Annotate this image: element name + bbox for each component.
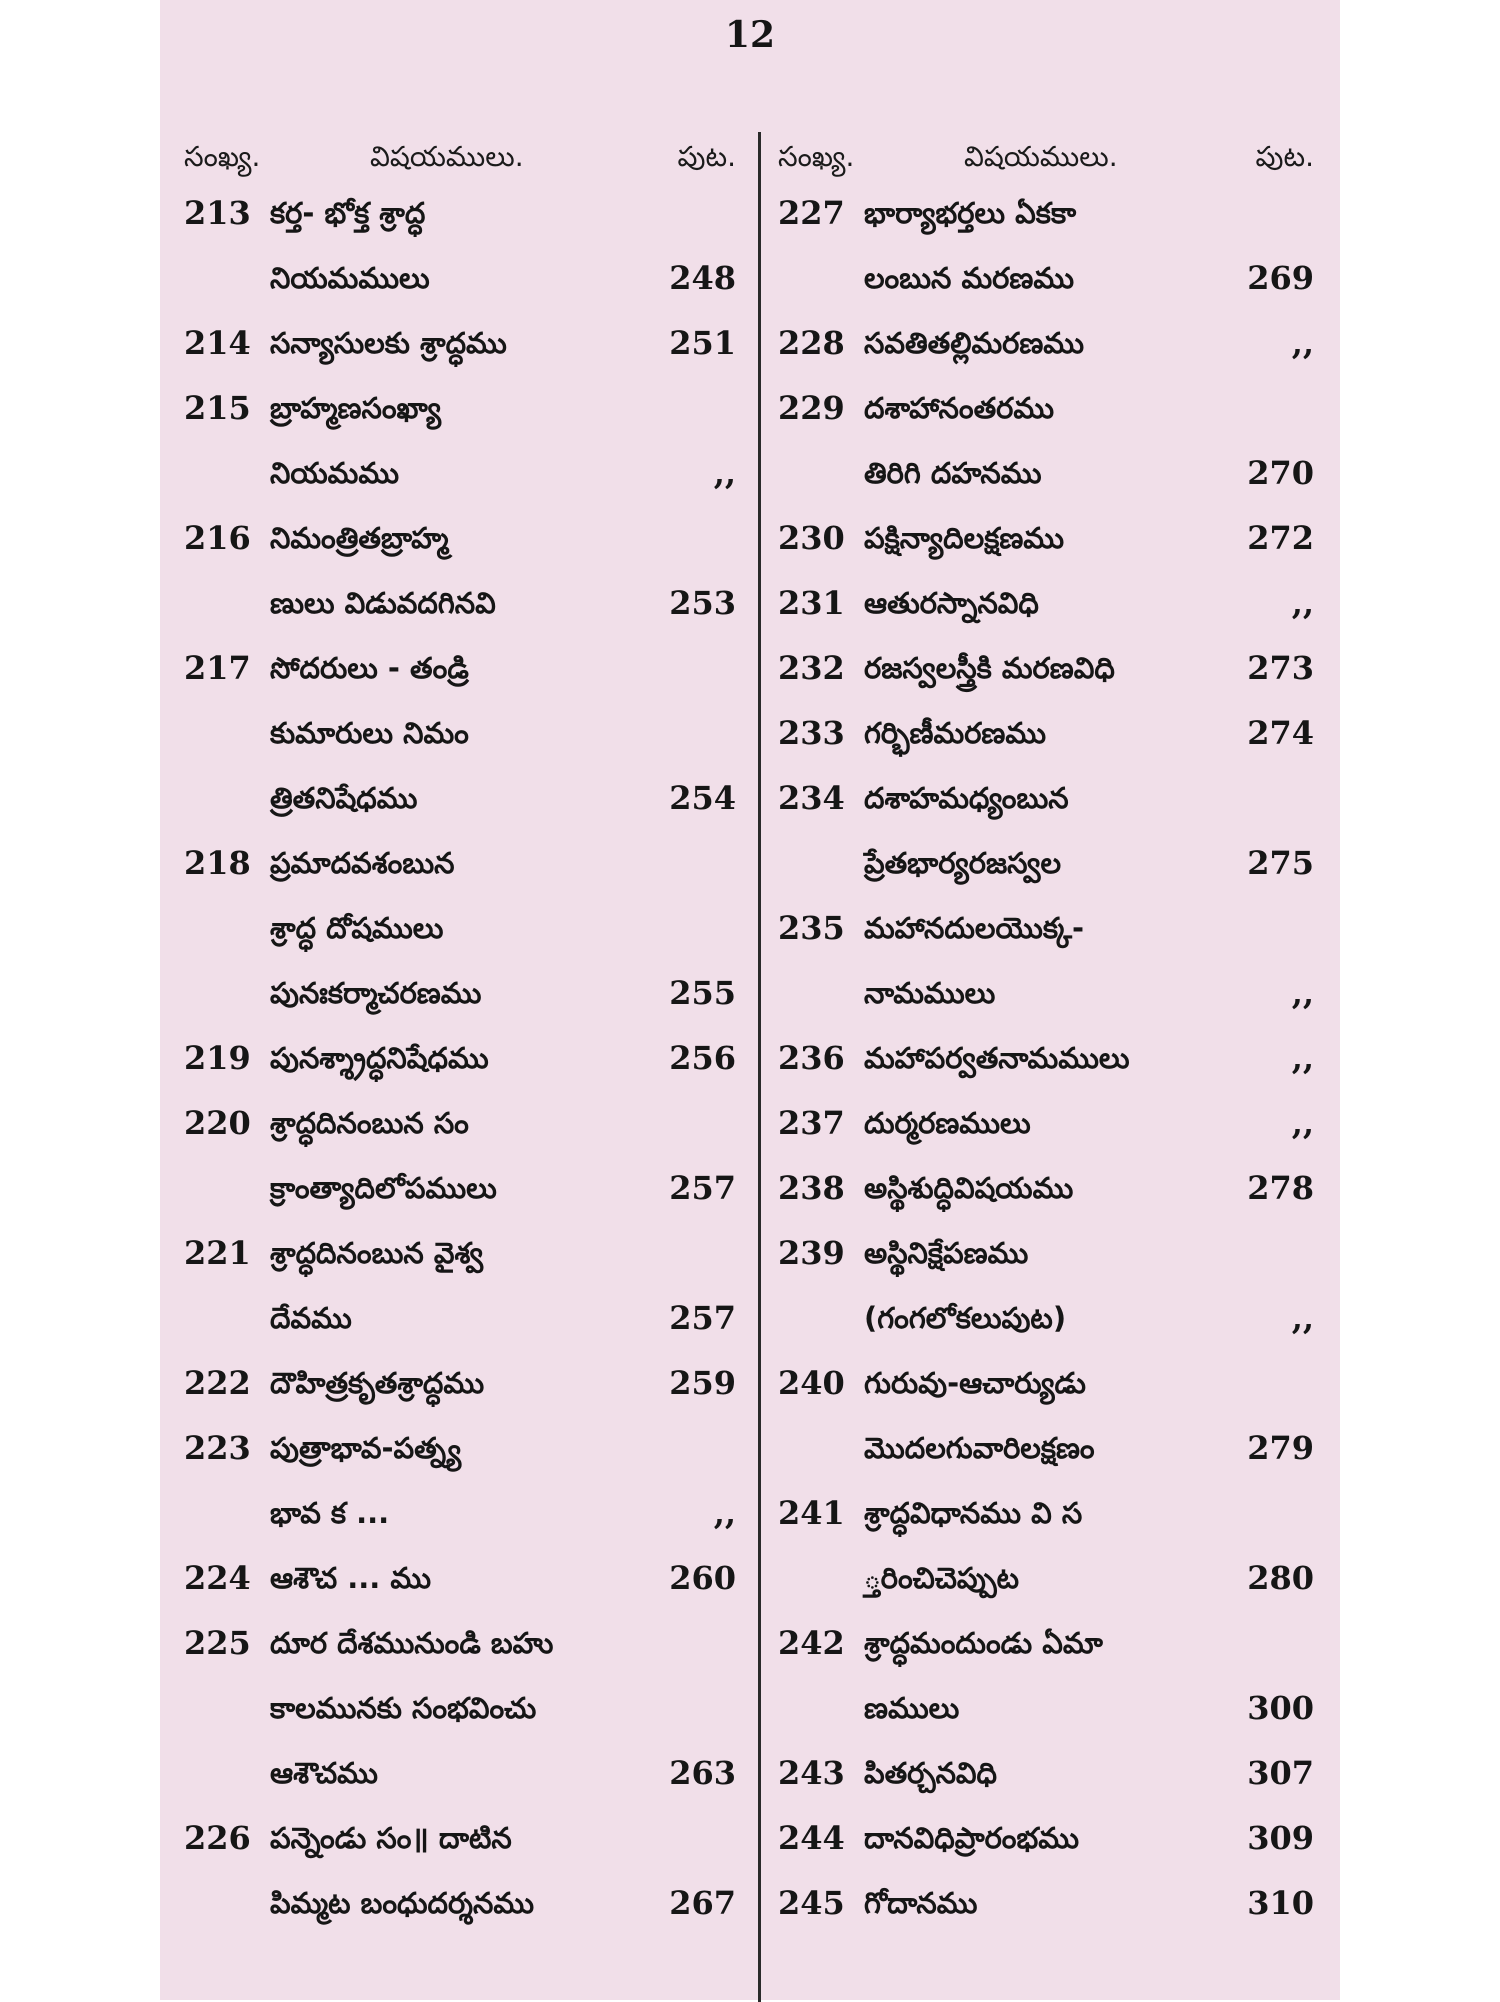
entry-page: 259: [669, 1364, 736, 1402]
entry-subject: దుర్మరణములు: [864, 1106, 1031, 1140]
entry-list-left: [184, 184, 740, 1939]
table-row: [778, 249, 1318, 314]
entry-page: 248: [669, 259, 736, 297]
entry-subject: శ్రాద్ధ దోషములు: [270, 911, 444, 945]
entry-subject: దేవము: [270, 1301, 352, 1335]
entry-page: 310: [1247, 1884, 1314, 1922]
table-row: [184, 314, 740, 379]
entry-subject: నామములు: [864, 976, 996, 1010]
table-row: [184, 639, 740, 704]
entry-page: 274: [1247, 714, 1314, 752]
entry-subject: సన్యాసులకు శ్రాద్ధము: [270, 326, 507, 360]
entry-page: 253: [669, 584, 736, 622]
entry-number: 223: [184, 1429, 251, 1467]
entry-subject: తిరిగి దహనము: [864, 456, 1042, 490]
entry-page: 307: [1247, 1754, 1314, 1792]
table-row: [184, 1744, 740, 1809]
table-row: [184, 1809, 740, 1874]
entry-subject: సవతితల్లిమరణము: [864, 326, 1085, 360]
entry-subject: పుత్రాభావ-పత్న్య: [270, 1431, 462, 1465]
entry-number: 213: [184, 194, 251, 232]
table-row: [778, 1224, 1318, 1289]
table-row: [184, 1679, 740, 1744]
table-row: [184, 1029, 740, 1094]
entry-page: ,,: [713, 1494, 736, 1532]
entry-subject: మొదలగువారిలక్షణం: [864, 1431, 1095, 1465]
entry-number: 215: [184, 389, 251, 427]
table-row: [778, 1874, 1318, 1939]
entry-page: 256: [669, 1039, 736, 1077]
entry-subject: భార్యాభర్తలు ఏకకా: [864, 196, 1077, 230]
table-row: [184, 1094, 740, 1159]
table-row: [184, 1874, 740, 1939]
entry-number: 218: [184, 844, 251, 882]
table-row: [778, 1354, 1318, 1419]
entry-page: 255: [669, 974, 736, 1012]
table-row: [778, 1614, 1318, 1679]
entry-number: 232: [778, 649, 845, 687]
table-row: [778, 704, 1318, 769]
entry-number: 225: [184, 1624, 251, 1662]
entry-subject: నియమములు: [270, 261, 430, 295]
header-number-label: సంఖ్య.: [184, 140, 261, 173]
entry-subject: గర్భిణీమరణము: [864, 716, 1047, 750]
table-row: [778, 769, 1318, 834]
table-row: [184, 1159, 740, 1224]
entry-number: 214: [184, 324, 251, 362]
entry-list-right: [778, 184, 1318, 1939]
table-row: [778, 509, 1318, 574]
entry-subject: అస్థిశుద్ధివిషయము: [864, 1171, 1074, 1205]
table-row: [184, 899, 740, 964]
entry-subject: పిమ్మట బంధుదర్శనము: [270, 1886, 535, 1920]
table-row: [778, 379, 1318, 444]
entry-number: 236: [778, 1039, 845, 1077]
table-row: [778, 639, 1318, 704]
entry-page: ,,: [1291, 974, 1314, 1012]
table-row: [184, 574, 740, 639]
table-row: [778, 1289, 1318, 1354]
entry-number: 242: [778, 1624, 845, 1662]
table-row: [778, 964, 1318, 1029]
table-row: [184, 964, 740, 1029]
entry-number: 237: [778, 1104, 845, 1142]
entry-page: ,,: [1291, 1104, 1314, 1142]
table-row: [778, 574, 1318, 639]
table-row: [778, 444, 1318, 509]
header-subject-label: విషయములు.: [964, 140, 1118, 173]
table-row: [184, 1289, 740, 1354]
entry-number: 224: [184, 1559, 251, 1597]
entry-subject: పితర్చనవిధి: [864, 1756, 998, 1790]
entry-number: 217: [184, 649, 251, 687]
entry-subject: శ్రాద్ధమందుండు ఏమా: [864, 1626, 1103, 1660]
entry-subject: త్రితనిషేధము: [270, 781, 418, 815]
entry-page: 257: [669, 1299, 736, 1337]
table-row: [184, 444, 740, 509]
entry-number: 233: [778, 714, 845, 752]
entry-subject: మహాపర్వతనామములు: [864, 1041, 1130, 1075]
table-row: [184, 1614, 740, 1679]
entry-subject: (గంగలోకలుపుట): [864, 1301, 1067, 1335]
entry-number: 227: [778, 194, 845, 232]
table-row: [778, 1809, 1318, 1874]
entry-page: 270: [1247, 454, 1314, 492]
entry-page: 254: [669, 779, 736, 817]
entry-page: 257: [669, 1169, 736, 1207]
table-row: [778, 899, 1318, 964]
table-row: [184, 769, 740, 834]
entry-subject: శ్రాద్ధదినంబున వైశ్వ: [270, 1236, 483, 1270]
entry-subject: ప్రేతభార్యరజస్వల: [864, 846, 1062, 880]
contents-column-right: [778, 132, 1318, 1939]
column-header: [184, 132, 740, 184]
entry-subject: భావ క ...: [270, 1496, 390, 1530]
entry-subject: ఆతురస్నానవిధి: [864, 586, 1039, 620]
entry-page: ,,: [1291, 1039, 1314, 1077]
table-row: [778, 1549, 1318, 1614]
entry-page: 275: [1247, 844, 1314, 882]
column-header: [778, 132, 1318, 184]
entry-subject: ప్రమాదవశంబున: [270, 846, 455, 880]
table-row: [778, 1029, 1318, 1094]
header-number-label: సంఖ్య.: [778, 140, 855, 173]
entry-number: 234: [778, 779, 845, 817]
entry-subject: శ్రాద్ధదినంబున సం: [270, 1106, 469, 1140]
entry-subject: నియమము: [270, 456, 400, 490]
entry-subject: రజస్వలస్త్రీకి మరణవిధి: [864, 651, 1115, 685]
entry-number: 241: [778, 1494, 845, 1532]
entry-subject: సోదరులు - తండ్రి: [270, 651, 469, 685]
entry-subject: నిమంత్రితబ్రాహ్మ: [270, 521, 449, 555]
entry-subject: క్రాంత్యాదిలోపములు: [270, 1171, 497, 1205]
entry-page: 279: [1247, 1429, 1314, 1467]
entry-subject: పునశ్శ్రాద్ధనిషేధము: [270, 1041, 489, 1075]
table-row: [778, 834, 1318, 899]
entry-number: 228: [778, 324, 845, 362]
entry-number: 245: [778, 1884, 845, 1922]
entry-page: 309: [1247, 1819, 1314, 1857]
entry-number: 235: [778, 909, 845, 947]
entry-subject: దూర దేశమునుండి బహు: [270, 1626, 554, 1660]
entry-number: 229: [778, 389, 845, 427]
entry-page: ,,: [1291, 1299, 1314, 1337]
entry-subject: పునఃకర్మాచరణము: [270, 976, 482, 1010]
entry-number: 221: [184, 1234, 251, 1272]
entry-subject: లంబున మరణము: [864, 261, 1075, 295]
entry-number: 243: [778, 1754, 845, 1792]
entry-page: 251: [669, 324, 736, 362]
entry-page: 267: [669, 1884, 736, 1922]
entry-subject: దౌహిత్రకృతశ్రాద్ధము: [270, 1366, 485, 1400]
entry-number: 216: [184, 519, 251, 557]
entry-number: 220: [184, 1104, 251, 1142]
entry-subject: దశాహమధ్యంబున: [864, 781, 1069, 815]
entry-subject: ణులు విడువదగినవి: [270, 586, 496, 620]
entry-subject: ఆశౌచ ... ము: [270, 1561, 432, 1595]
entry-page: ,,: [1291, 584, 1314, 622]
table-row: [184, 834, 740, 899]
entry-number: 240: [778, 1364, 845, 1402]
table-row: [184, 1419, 740, 1484]
entry-subject: కుమారులు నిమం: [270, 716, 469, 750]
entry-page: ,,: [713, 454, 736, 492]
table-row: [184, 1484, 740, 1549]
entry-number: 238: [778, 1169, 845, 1207]
table-row: [184, 379, 740, 444]
table-row: [184, 704, 740, 769]
entry-page: 263: [669, 1754, 736, 1792]
book-page: [160, 0, 1340, 2000]
table-row: [184, 1224, 740, 1289]
table-row: [778, 1679, 1318, 1744]
table-row: [778, 1419, 1318, 1484]
entry-subject: కర్త- భోక్త శ్రాద్ధ: [270, 196, 426, 230]
entry-page: 280: [1247, 1559, 1314, 1597]
entry-subject: శ్రాద్ధవిధానము వి స: [864, 1496, 1083, 1530]
entry-subject: ఆశౌచము: [270, 1756, 378, 1790]
table-row: [778, 1159, 1318, 1224]
entry-page: ,,: [1291, 324, 1314, 362]
entry-page: 300: [1247, 1689, 1314, 1727]
entry-subject: దశాహానంతరము: [864, 391, 1055, 425]
entry-number: 222: [184, 1364, 251, 1402]
table-row: [184, 1549, 740, 1614]
table-row: [184, 184, 740, 249]
entry-page: 260: [669, 1559, 736, 1597]
entry-number: 226: [184, 1819, 251, 1857]
table-row: [778, 314, 1318, 379]
entry-page: 278: [1247, 1169, 1314, 1207]
page-number: 12: [724, 14, 776, 56]
table-row: [184, 1354, 740, 1419]
table-row: [778, 1094, 1318, 1159]
entry-subject: గోదానము: [864, 1886, 978, 1920]
entry-subject: ్తరించిచెప్పుట: [864, 1561, 1020, 1595]
entry-subject: దానవిధిప్రారంభము: [864, 1821, 1079, 1855]
table-row: [778, 1484, 1318, 1549]
entry-subject: కాలమునకు సంభవించు: [270, 1691, 537, 1725]
entry-number: 219: [184, 1039, 251, 1077]
header-subject-label: విషయములు.: [370, 140, 524, 173]
entry-page: 272: [1247, 519, 1314, 557]
entry-number: 230: [778, 519, 845, 557]
table-row: [778, 1744, 1318, 1809]
entry-page: 269: [1247, 259, 1314, 297]
entry-subject: ణములు: [864, 1691, 960, 1725]
column-divider: [758, 132, 761, 2002]
entry-page: 273: [1247, 649, 1314, 687]
header-page-label: పుట.: [1255, 140, 1314, 173]
table-row: [184, 249, 740, 314]
contents-column-left: [184, 132, 740, 1939]
entry-number: 231: [778, 584, 845, 622]
entry-number: 244: [778, 1819, 845, 1857]
entry-subject: పన్నెండు సం॥ దాటిన: [270, 1821, 512, 1855]
table-row: [184, 509, 740, 574]
entry-subject: గురువు-ఆచార్యుడు: [864, 1366, 1086, 1400]
entry-number: 239: [778, 1234, 845, 1272]
header-page-label: పుట.: [677, 140, 736, 173]
entry-subject: బ్రాహ్మణసంఖ్యా: [270, 391, 442, 425]
entry-subject: అస్థినిక్షేపణము: [864, 1236, 1029, 1270]
entry-subject: మహానదులయొక్క-: [864, 911, 1084, 945]
table-row: [778, 184, 1318, 249]
entry-subject: పక్షిన్యాదిలక్షణము: [864, 521, 1065, 555]
